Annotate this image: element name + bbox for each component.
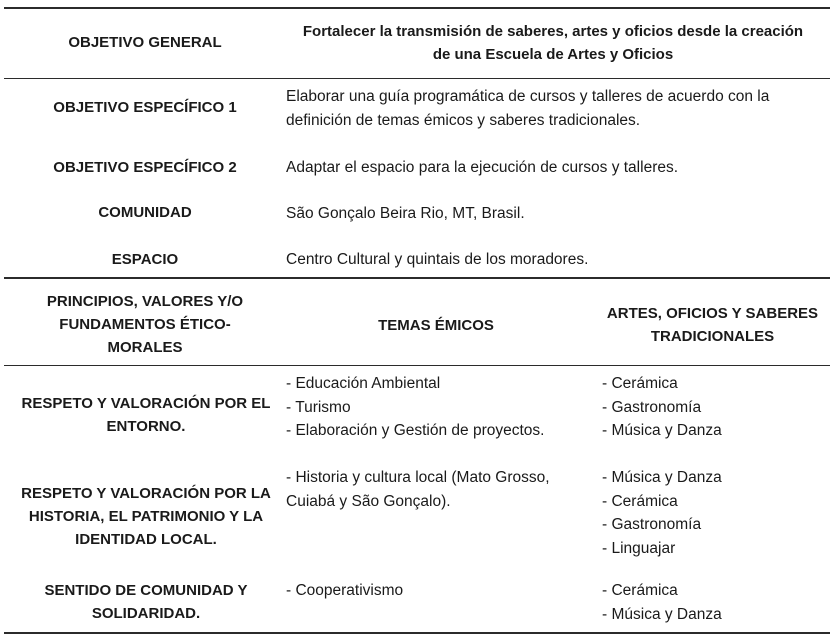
header-emic-themes: TEMAS ÉMICOS	[378, 317, 494, 334]
header-divider	[4, 78, 830, 79]
list-item: - Linguajar	[602, 539, 676, 557]
community-value: São Gonçalo Beira Rio, MT, Brasil.	[286, 205, 525, 222]
list-item: - Música y Danza	[602, 469, 722, 486]
list-item: - Gastronomía	[602, 516, 702, 533]
section-divider	[4, 277, 830, 279]
list-item: - Cooperativismo	[286, 582, 404, 599]
space-value: Centro Cultural y quintais de los moradores.	[286, 251, 589, 268]
list-item: - Cerámica	[602, 492, 678, 510]
themes-list-1	[286, 372, 591, 443]
list-item: - Música y Danza	[602, 605, 722, 623]
arts-list-3	[602, 579, 827, 626]
list-item: - Turismo	[286, 398, 351, 416]
list-item: - Educación Ambiental	[286, 375, 441, 392]
objective-general-value: Fortalecer la transmisión de saberes, artes y oficios desde la creación de una Escuela de Artes y Oficios	[302, 23, 804, 63]
objective-general-label: OBJETIVO GENERAL	[68, 34, 222, 51]
arts-list-1	[602, 372, 827, 443]
principle-row-2: RESPETO Y VALORACIÓN POR LA HISTORIA, EL PATRIMONIO Y LA IDENTIDAD LOCAL.	[21, 485, 271, 548]
principle-row-3: SENTIDO DE COMUNIDAD Y SOLIDARIDAD.	[44, 582, 248, 622]
list-item: - Elaboración y Gestión de proyectos.	[286, 422, 545, 439]
header-principles: PRINCIPIOS, VALORES Y/O FUNDAMENTOS ÉTICO-MORALES	[46, 293, 244, 356]
top-border	[4, 7, 830, 9]
principle-row-1: RESPETO Y VALORACIÓN POR EL ENTORNO.	[21, 395, 271, 435]
header-arts-crafts: ARTES, OFICIOS Y SABERES TRADICIONALES	[606, 305, 819, 345]
space-label: ESPACIO	[111, 251, 179, 268]
bottom-border	[4, 632, 830, 634]
list-item: - Cerámica	[602, 582, 678, 599]
bottom-header-divider	[4, 365, 830, 366]
list-item: - Música y Danza	[602, 422, 722, 439]
themes-list-3	[286, 579, 591, 603]
objective-specific-1-label: OBJETIVO ESPECÍFICO 1	[53, 99, 237, 116]
arts-list-2	[602, 466, 827, 560]
objective-specific-1-value: Elaborar una guía programática de cursos y talleres de acuerdo con la definición de temas émicos y saberes tradicionales.	[286, 88, 770, 129]
community-label: COMUNIDAD	[98, 204, 192, 221]
objective-specific-2-value: Adaptar el espacio para la ejecución de cursos y talleres.	[286, 159, 679, 176]
list-item: - Gastronomía	[602, 398, 702, 416]
themes-list-2: - Historia y cultura local (Mato Grosso, Cuiabá y São Gonçalo).	[286, 469, 550, 510]
objective-specific-2-label: OBJETIVO ESPECÍFICO 2	[53, 159, 237, 176]
list-item: - Cerámica	[602, 375, 678, 392]
